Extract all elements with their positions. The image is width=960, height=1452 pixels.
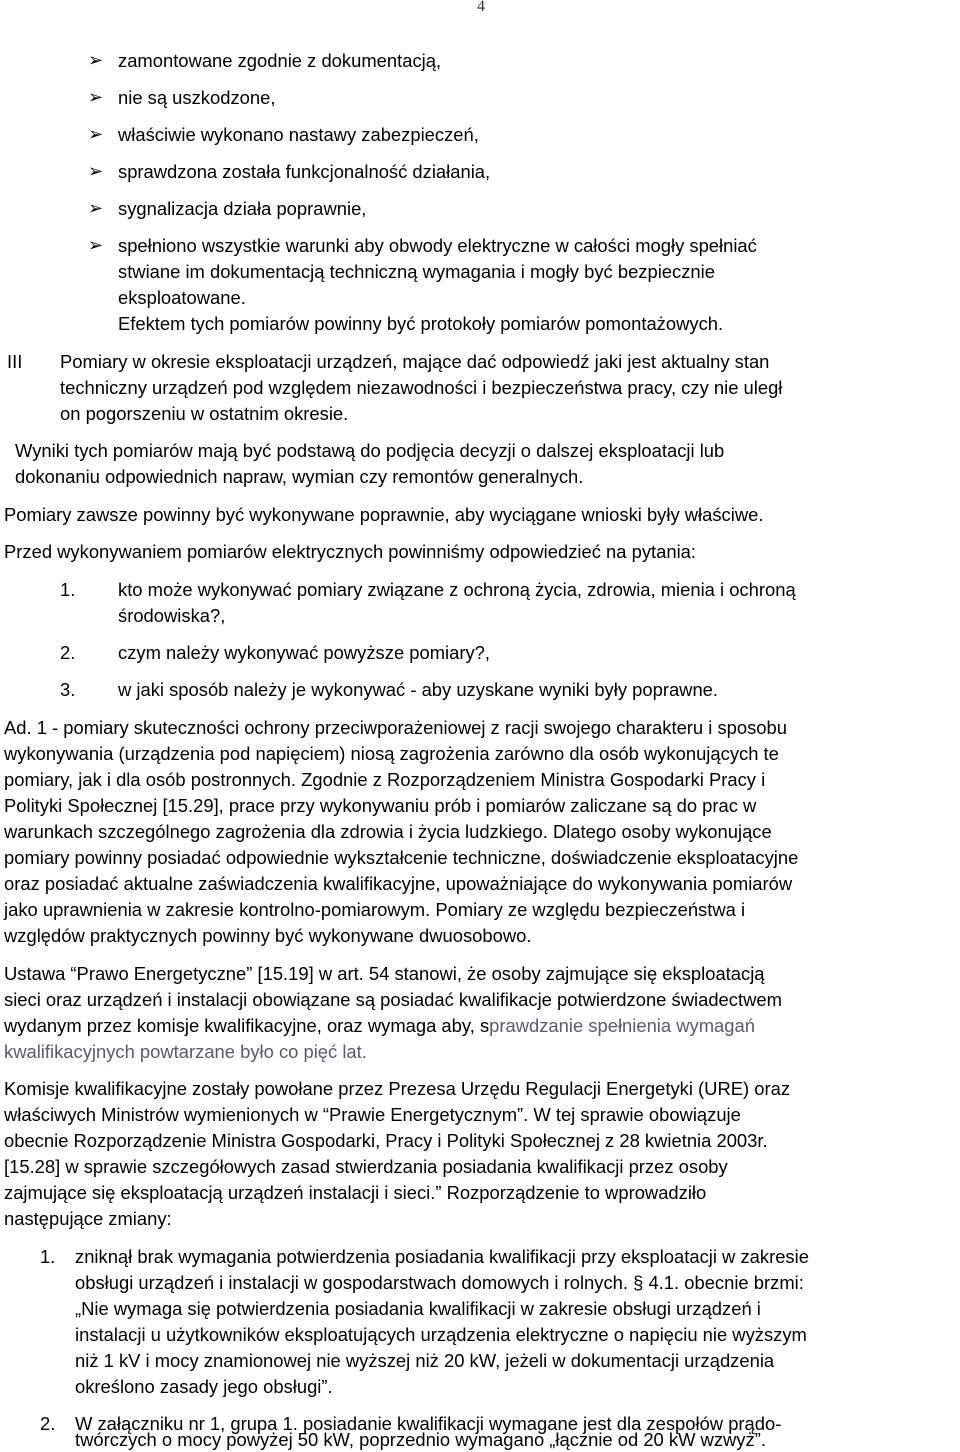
list-item: zamontowane zgodnie z dokumentacją, — [118, 50, 442, 71]
list-item-line: określono zasady jego obsługi”. — [75, 1376, 333, 1397]
list-item-line: kto może wykonywać pomiary związane z ochroną życia, zdrowia, mienia i ochroną — [118, 579, 796, 600]
paragraph: Przed wykonywaniem pomiarów elektrycznych powinniśmy odpowiedzieć na pytania: — [4, 541, 697, 562]
list-item-line: niż 1 kV i mocy znamionowej nie wyższej niż 20 kW, jeżeli w dokumentacji urządzenia — [75, 1350, 775, 1371]
paragraph-line: Polityki Społecznej [15.29], prace przy wykonywaniu prób i pomiarów zaliczane są do prac w — [4, 795, 757, 816]
list-item-line: obsługi urządzeń i instalacji w gospodarstwach domowych i rolnych. § 4.1. obecnie brzmi: — [75, 1272, 804, 1293]
paragraph-line: dokonaniu odpowiednich napraw, wymian czy remontów generalnych. — [15, 466, 584, 487]
arrow-bullet-icon: ➢ — [88, 198, 104, 218]
paragraph: Pomiary zawsze powinny być wykonywane poprawnie, aby wyciągane wnioski były właściwe. — [4, 504, 764, 525]
paragraph-line: następujące zmiany: — [4, 1208, 172, 1229]
list-item-line: czym należy wykonywać powyższe pomiary?, — [118, 642, 491, 663]
arrow-bullet-icon: ➢ — [88, 87, 104, 107]
paragraph-line: Wyniki tych pomiarów mają być podstawą do podjęcia decyzji o dalszej eksploatacji lub — [15, 440, 725, 461]
list-number: 2. — [40, 1413, 56, 1434]
paragraph-line: jako uprawnienia w zakresie kontrolno-pomiarowym. Pomiary ze względu bezpieczeństwa i — [4, 899, 746, 920]
list-item-line: środowiska?, — [118, 605, 226, 626]
paragraph-line: Ad. 1 - pomiary skuteczności ochrony przeciwporażeniowej z racji swojego charakteru i sposobu — [4, 717, 787, 738]
paragraph-line — [4, 1013, 755, 1038]
highlighted-paragraph-line: kwalifikacyjnych powtarzane było co pięć lat. — [4, 1041, 367, 1062]
list-number: 2. — [60, 642, 76, 663]
paragraph-line: właściwych Ministrów wymienionych w “Prawie Energetycznym”. W tej sprawie obowiązuje — [4, 1104, 741, 1125]
list-number: 3. — [60, 679, 76, 700]
list-item-line: w jaki sposób należy je wykonywać - aby uzyskane wyniki były poprawne. — [118, 679, 719, 700]
list-number: 1. — [40, 1246, 56, 1267]
arrow-bullet-icon: ➢ — [88, 235, 104, 255]
paragraph-line: pomiary, jak i dla osób postronnych. Zgodnie z Rozporządzeniem Ministra Gospodarki Pracy i — [4, 769, 766, 790]
list-item: sprawdzona została funkcjonalność działania, — [118, 161, 491, 182]
paragraph-line: pomiary powinny posiadać odpowiednie wykształcenie techniczne, doświadczenie eksploatacyjne — [4, 847, 799, 868]
list-item-line: twórczych o mocy powyżej 50 kW, poprzednio wymagano „łącznie od 20 kW wzwyż”. — [75, 1429, 766, 1450]
section-line: on pogorszeniu w ostatnim okresie. — [60, 403, 349, 424]
arrow-bullet-icon: ➢ — [88, 124, 104, 144]
effect-line: Efektem tych pomiarów powinny być protokoły pomiarów pomontażowych. — [118, 313, 724, 334]
list-item: nie są uszkodzone, — [118, 87, 276, 108]
highlighted-text-run: prawdzanie spełnienia wymagań — [489, 1015, 755, 1036]
list-item-line: eksploatowane. — [118, 287, 246, 308]
paragraph-line: Komisje kwalifikacyjne zostały powołane przez Prezesa Urzędu Regulacji Energetyki (URE) oraz — [4, 1078, 791, 1099]
section-marker: III — [7, 351, 23, 372]
list-item-line: stwiane im dokumentacją techniczną wymagania i mogły być bezpiecznie — [118, 261, 715, 282]
page-number: 4 — [477, 0, 485, 15]
list-item-line: W załączniku nr 1, grupa 1. posiadanie kwalifikacji wymagane jest dla zespołów prądo- — [75, 1413, 782, 1434]
list-number: 1. — [60, 579, 76, 600]
paragraph-line: obecnie Rozporządzenie Ministra Gospodarki, Pracy i Polityki Społecznej z 28 kwietnia 2003r. — [4, 1130, 768, 1151]
paragraph-line: względów praktycznych powinny być wykonywane dwuosobowo. — [4, 925, 532, 946]
text-run: wydanym przez komisje kwalifikacyjne, oraz wymaga aby, s — [4, 1015, 490, 1036]
list-item-line: spełniono wszystkie warunki aby obwody elektryczne w całości mogły spełniać — [118, 235, 757, 256]
list-item-line: „Nie wymaga się potwierdzenia posiadania kwalifikacji w zakresie obsługi urządzeń i — [75, 1298, 761, 1319]
paragraph-line: zajmujące się eksploatacją urządzeń instalacji i sieci.” Rozporządzenie to wprowadziło — [4, 1182, 707, 1203]
paragraph-line: Ustawa “Prawo Energetyczne” [15.19] w art. 54 stanowi, że osoby zajmujące się eksploatacją — [4, 963, 765, 984]
list-item-line: instalacji u użytkowników eksploatujących urządzenia elektryczne o napięciu nie wyższym — [75, 1324, 807, 1345]
arrow-bullet-icon: ➢ — [88, 161, 104, 181]
arrow-bullet-icon: ➢ — [88, 50, 104, 70]
list-item: właściwie wykonano nastawy zabezpieczeń, — [118, 124, 479, 145]
paragraph-line: oraz posiadać aktualne zaświadczenia kwalifikacyjne, upoważniające do wykonywania pomiarów — [4, 873, 793, 894]
section-line: techniczny urządzeń pod względem niezawodności i bezpieczeństwa pracy, czy nie uległ — [60, 377, 783, 398]
list-item: sygnalizacja działa poprawnie, — [118, 198, 367, 219]
list-item-line: zniknął brak wymagania potwierdzenia posiadania kwalifikacji przy eksploatacji w zakresie — [75, 1246, 809, 1267]
paragraph-line: [15.28] w sprawie szczegółowych zasad stwierdzania posiadania kwalifikacji przez osoby — [4, 1156, 728, 1177]
paragraph-line: sieci oraz urządzeń i instalacji obowiązane są posiadać kwalifikacje potwierdzone świadectwem — [4, 989, 782, 1010]
paragraph-line: warunkach szczególnego zagrożenia dla zdrowia i życia ludzkiego. Dlatego osoby wykonujące — [4, 821, 772, 842]
section-line: Pomiary w okresie eksploatacji urządzeń, mające dać odpowiedź jaki jest aktualny stan — [60, 351, 770, 372]
paragraph-line: wykonywania (urządzenia pod napięciem) niosą zagrożenia zarówno dla osób wykonujących te — [4, 743, 779, 764]
